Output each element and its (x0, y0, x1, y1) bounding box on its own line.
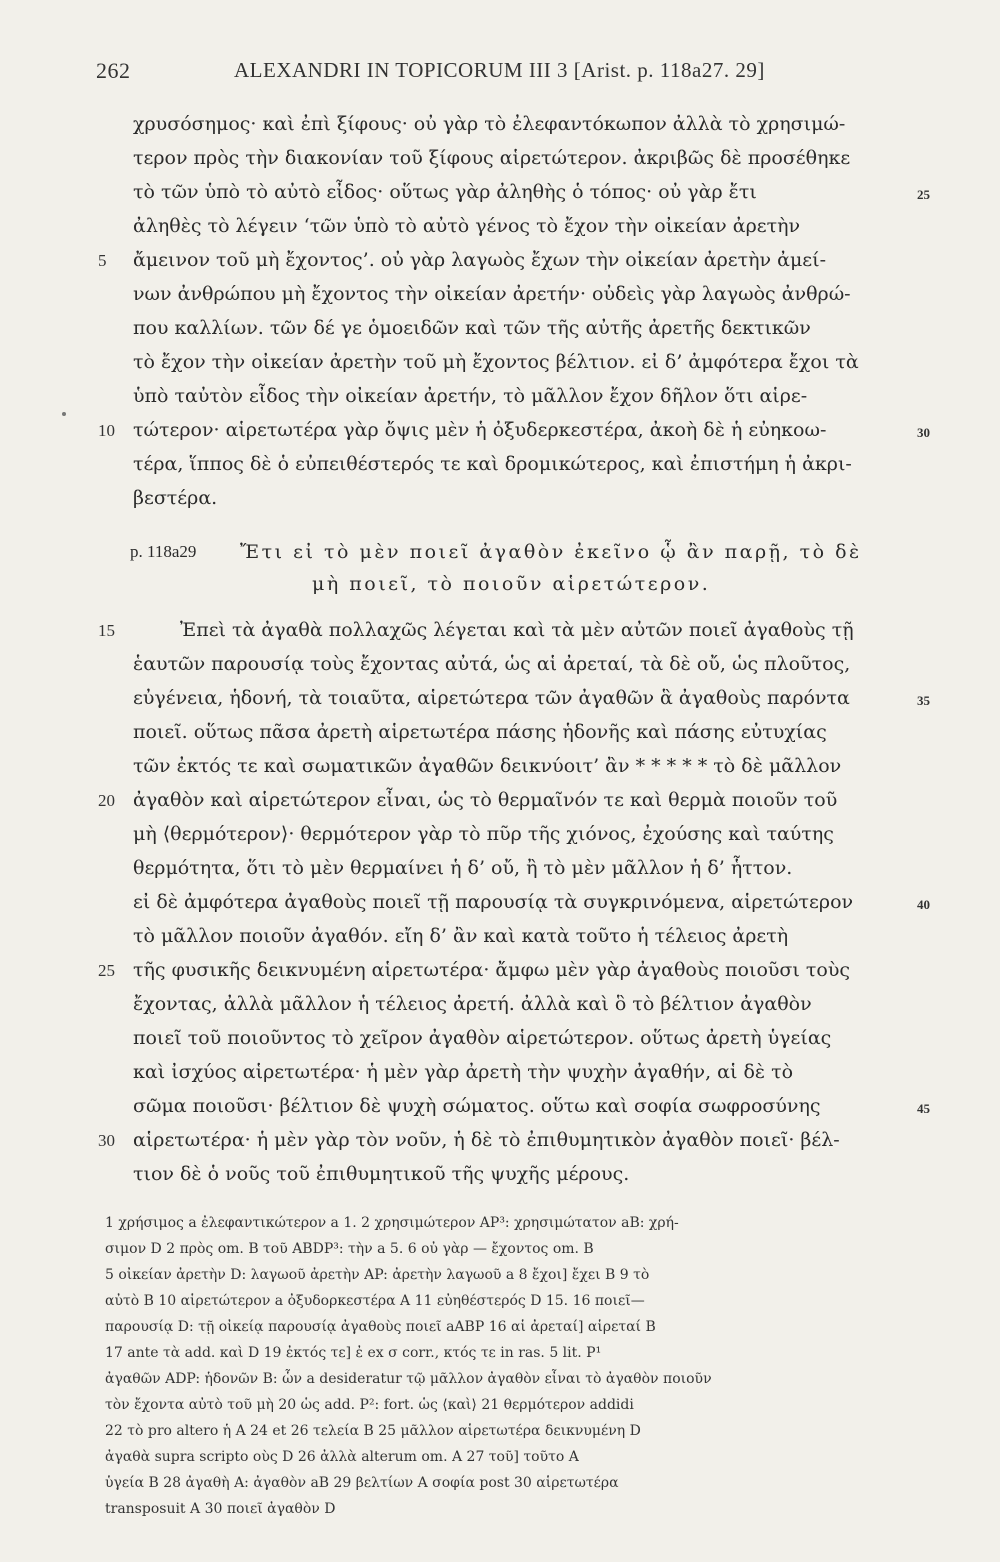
text-line: βεστέρα. (133, 487, 218, 509)
line-number: 15 (98, 621, 115, 640)
text-line: ἔχοντας, ἀλλὰ μᾶλλον ἡ τέλειος ἀρετή. ἀλλὰ καὶ ὃ τὸ βέλτιον ἀγαθὸν (133, 993, 812, 1015)
text-line: τὸ ἔχον τὴν οἰκείαν ἀρετὴν τοῦ μὴ ἔχοντος βέλτιον. εἰ δ’ ἀμφότερα ἔχοι τὰ (133, 351, 859, 373)
text-line: σῶμα ποιοῦσι· βέλτιον δὲ ψυχὴ σώματος. οὕτω καὶ σοφία σωφροσύνης (133, 1095, 821, 1117)
margin-dot (62, 412, 66, 416)
text-line: τώτερον· αἱρετωτέρα γὰρ ὄψις μὲν ἡ ὀξυδερκεστέρα, ἀκοὴ δὲ ἡ εὐηκοω- (133, 419, 827, 441)
footnote-line: αὐτὸ B 10 αἱρετώτερον a ὀξυδορκεστέρα A 11 εὐηθέστερός D 15. 16 ποιεῖ— (105, 1293, 645, 1309)
text-line: που καλλίων. τῶν δέ γε ὁμοειδῶν καὶ τῶν τῆς αὐτῆς ἀρετῆς δεκτικῶν (133, 317, 811, 339)
text-line: Ἐπεὶ τὰ ἀγαθὰ πολλαχῶς λέγεται καὶ τὰ μὲν αὐτῶν ποιεῖ ἀγαθοὺς τῇ (180, 619, 854, 641)
text-line: μὴ ⟨θερμότερον⟩· θερμότερον γὰρ τὸ πῦρ τῆς χιόνος, ἐχούσης καὶ ταύτης (133, 823, 834, 845)
lemma-line: μὴ ποιεῖ, τὸ ποιοῦν αἱρετώτερον. (312, 573, 711, 595)
text-line: τῆς φυσικῆς δεικνυμένη αἱρετωτέρα· ἄμφω μὲν γὰρ ἀγαθοὺς ποιοῦσι τοὺς (133, 959, 851, 981)
text-line: ὑπὸ ταὐτὸν εἶδος τὴν οἰκείαν ἀρετήν, τὸ μᾶλλον ἔχον δῆλον ὅτι αἱρε- (133, 385, 808, 407)
text-line: τὸ τῶν ὑπὸ τὸ αὐτὸ εἶδος· οὕτως γὰρ ἀληθὴς ὁ τόπος· οὐ γὰρ ἔτι (133, 181, 757, 203)
line-number: 10 (98, 421, 115, 440)
text-line: τέρα, ἵππος δὲ ὁ εὐπειθέστερός τε καὶ δρομικώτερος, καὶ ἐπιστήμη ἡ ἀκρι- (133, 453, 852, 475)
lemma-reference: p. 118a29 (130, 542, 197, 561)
margin-number: 35 (917, 693, 930, 708)
footnote-line: σιμον D 2 πρὸς om. B τοῦ ABDP³: τὴν a 5. 6 οὐ γὰρ — ἔχοντος om. B (105, 1241, 594, 1257)
text-line: θερμότητα, ὅτι τὸ μὲν θερμαίνει ἡ δ’ οὔ, ἢ τὸ μὲν μᾶλλον ἡ δ’ ἧττον. (133, 857, 793, 879)
margin-number: 40 (917, 897, 930, 912)
margin-number: 45 (917, 1101, 930, 1116)
text-line: αἱρετωτέρα· ἡ μὲν γὰρ τὸν νοῦν, ἡ δὲ τὸ ἐπιθυμητικὸν ἀγαθὸν ποιεῖ· βέλ- (133, 1129, 840, 1151)
text-line: ἄμεινον τοῦ μὴ ἔχοντος’. οὐ γὰρ λαγωὸς ἔχων τὴν οἰκείαν ἀρετὴν ἀμεί- (133, 249, 827, 271)
line-number: 5 (98, 251, 107, 270)
footnote-line: παρουσίᾳ D: τῇ οἰκείᾳ παρουσίᾳ ἀγαθοὺς ποιεῖ aABP 16 αἱ ἀρεταί] αἱρεταί B (105, 1319, 656, 1335)
margin-number: 25 (917, 187, 930, 202)
text-line: τῶν ἐκτός τε καὶ σωματικῶν ἀγαθῶν δεικνύοιτ’ ἂν * * * * * τὸ δὲ μᾶλλον (133, 755, 842, 777)
line-number: 20 (98, 791, 115, 810)
footnote-line: transposuit A 30 ποιεῖ ἀγαθὸν D (105, 1501, 336, 1517)
text-line: νων ἀνθρώπου μὴ ἔχοντος τὴν οἰκείαν ἀρετήν· οὐδεὶς γὰρ λαγωὸς ἀνθρώ- (133, 283, 851, 305)
line-number: 30 (98, 1131, 115, 1150)
text-line: τὸ μᾶλλον ποιοῦν ἀγαθόν. εἴη δ’ ἂν καὶ κατὰ τοῦτο ἡ τέλειος ἀρετὴ (133, 925, 789, 947)
text-line: ποιεῖ τοῦ ποιοῦντος τὸ χεῖρον ἀγαθὸν αἱρετώτερον. οὕτως ἀρετὴ ὑγείας (133, 1027, 832, 1049)
text-line: ποιεῖ. οὕτως πᾶσα ἀρετὴ αἱρετωτέρα πάσης ἡδονῆς καὶ πάσης εὐτυχίας (133, 721, 827, 743)
text-line: εἰ δὲ ἀμφότερα ἀγαθοὺς ποιεῖ τῇ παρουσίᾳ τὰ συγκρινόμενα, αἱρετώτερον (133, 891, 854, 913)
text-line: τερον πρὸς τὴν διακονίαν τοῦ ξίφους αἱρετώτερον. ἀκριβῶς δὲ προσέθηκε (133, 147, 851, 169)
footnote-line: ὑγεία B 28 ἀγαθὴ A: ἀγαθὸν aB 29 βελτίων A σοφία post 30 αἱρετωτέρα (105, 1475, 619, 1491)
footnote-line: 1 χρήσιμος a ἐλεφαντικώτερον a 1. 2 χρησιμώτερον AP³: χρησιμώτατον aB: χρή- (105, 1215, 679, 1231)
text-line: τιον δὲ ὁ νοῦς τοῦ ἐπιθυμητικοῦ τῆς ψυχῆς μέρους. (133, 1163, 630, 1185)
line-number: 25 (98, 961, 115, 980)
footnote-line: 5 οἰκείαν ἀρετὴν D: λαγωοῦ ἀρετὴν AP: ἀρετὴν λαγωοῦ a 8 ἔχοι] ἔχει B 9 τὸ (105, 1267, 650, 1283)
page-number: 262 (96, 58, 131, 83)
running-title: ALEXANDRI IN TOPICORUM III 3 [Arist. p. 118a27. 29] (234, 58, 765, 82)
footnote-line: ἀγαθὰ supra scripto οὺς D 26 ἀλλὰ alterum om. A 27 τοῦ] τοῦτο A (105, 1449, 579, 1465)
text-line: χρυσόσημος· καὶ ἐπὶ ξίφους· οὐ γὰρ τὸ ἐλεφαντόκωπον ἀλλὰ τὸ χρησιμώ- (133, 113, 846, 135)
text-line: ἑαυτῶν παρουσίᾳ τοὺς ἔχοντας αὐτά, ὡς αἱ ἀρεταί, τὰ δὲ οὔ, ὡς πλοῦτος, (133, 653, 851, 675)
text-line: ἀληθὲς τὸ λέγειν ‘τῶν ὑπὸ τὸ αὐτὸ γένος τὸ ἔχον τὴν οἰκείαν ἀρετὴν (133, 215, 801, 237)
footnote-line: ἀγαθῶν ADP: ἡδονῶν B: ὧν a desideratur τῷ μᾶλλον ἀγαθὸν εἶναι τὸ ἀγαθὸν ποιοῦν (105, 1371, 712, 1387)
text-line: εὐγένεια, ἡδονή, τὰ τοιαῦτα, αἱρετώτερα τῶν ἀγαθῶν ἃ ἀγαθοὺς παρόντα (133, 687, 850, 709)
footnote-line: 22 τὸ pro altero ἡ A 24 et 26 τελεία B 25 μᾶλλον αἱρετωτέρα δεικνυμένη D (105, 1423, 641, 1439)
footnote-line: 17 ante τὰ add. καὶ D 19 ἐκτός τε] ἐ ex σ corr., κτός τε in ras. 5 lit. P¹ (105, 1345, 602, 1361)
margin-number: 30 (917, 425, 930, 440)
lemma-line: Ἔτι εἰ τὸ μὲν ποιεῖ ἀγαθὸν ἐκεῖνο ᾧ ἂν παρῇ, τὸ δὲ (240, 541, 862, 563)
text-line: καὶ ἰσχύος αἱρετωτέρα· ἡ μὲν γὰρ ἀρετὴ τὴν ψυχὴν ἀγαθήν, αἱ δὲ τὸ (133, 1061, 794, 1083)
text-line: ἀγαθὸν καὶ αἱρετώτερον εἶναι, ὡς τὸ θερμαῖνόν τε καὶ θερμὰ ποιοῦν τοῦ (133, 789, 838, 811)
footnote-line: τὸν ἔχοντα αὐτὸ τοῦ μὴ 20 ὡς add. P²: fort. ὡς ⟨καὶ⟩ 21 θερμότερον addidi (105, 1397, 634, 1413)
